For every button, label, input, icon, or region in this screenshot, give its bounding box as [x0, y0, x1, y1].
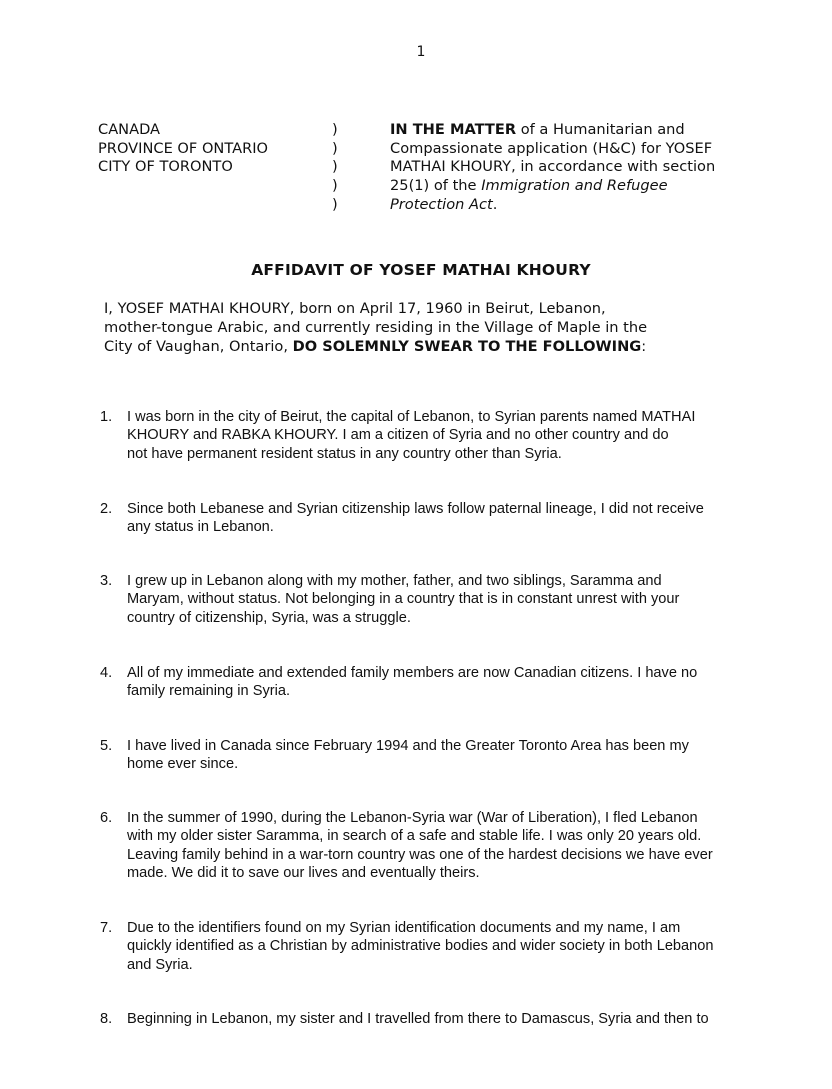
paragraph-line: All of my immediate and extended family members are now Canadian citizens. I have no	[127, 665, 698, 681]
paragraph-line: home ever since.	[127, 756, 239, 773]
paragraph-line: quickly identified as a Christian by administrative bodies and wider society in both Lebanon	[127, 938, 714, 955]
paragraph-text	[127, 1010, 709, 1028]
paren: )	[332, 158, 338, 176]
jurisdiction-city: CITY OF TORONTO	[98, 158, 233, 176]
act-name-part1: Immigration and Refugee	[481, 177, 668, 195]
paragraph-line: KHOURY and RABKA KHOURY. I am a citizen of Syria and no other country and do	[127, 427, 669, 444]
paragraph-text	[127, 500, 704, 537]
intro-line-2: mother-tongue Arabic, and currently residing in the Village of Maple in the	[104, 318, 648, 336]
matter-line-3: MATHAI KHOURY, in accordance with section	[390, 158, 716, 176]
jurisdiction-province: PROVINCE OF ONTARIO	[98, 139, 269, 157]
intro-paragraph	[104, 300, 647, 356]
paren: )	[332, 177, 338, 195]
paragraph-line: I was born in the city of Beirut, the capital of Lebanon, to Syrian parents named MATHAI	[127, 409, 696, 425]
paragraph-text	[127, 809, 713, 882]
intro-line-3-plain: City of Vaughan, Ontario,	[104, 337, 293, 355]
paragraph-text	[127, 664, 697, 701]
paragraph-line: made. We did it to save our lives and eventually theirs.	[127, 864, 480, 881]
paragraph-line: and Syria.	[127, 956, 193, 973]
paragraph-number: 4.	[100, 665, 113, 681]
jurisdiction-country: CANADA	[98, 121, 161, 138]
paragraph-line: country of citizenship, Syria, was a struggle.	[127, 609, 411, 626]
paragraph-number: 5.	[100, 738, 113, 754]
affidavit-title: AFFIDAVIT OF YOSEF MATHAI KHOURY	[251, 261, 591, 279]
matter-line-5	[390, 196, 715, 215]
paragraph-line: Maryam, without status. Not belonging in a country that is in constant unrest with your	[127, 591, 680, 608]
matter-line-4-plain: 25(1) of the	[390, 177, 482, 195]
jurisdiction-block	[98, 121, 268, 177]
paren: )	[332, 121, 338, 138]
paragraph-text	[127, 919, 714, 974]
parenthesis-column	[332, 121, 338, 215]
intro-line-1: I, YOSEF MATHAI KHOURY, born on April 17, 1960 in Beirut, Lebanon,	[104, 300, 606, 317]
paragraph-line: I grew up in Lebanon along with my mother, father, and two siblings, Saramma and	[127, 573, 662, 589]
paragraph-line: with my older sister Saramma, in search of a safe and stable life. I was only 20 years old.	[127, 828, 702, 845]
paragraph-line: Beginning in Lebanon, my sister and I travelled from there to Damascus, Syria and then to	[127, 1011, 709, 1027]
paragraph-line: I have lived in Canada since February 1994 and the Greater Toronto Area has been my	[127, 738, 689, 754]
paragraph-number: 1.	[100, 409, 113, 425]
paragraph-number: 8.	[100, 1011, 113, 1027]
paren: )	[332, 139, 338, 157]
intro-line-3	[104, 338, 647, 357]
paragraph-text	[127, 572, 679, 627]
page-number: 1	[416, 44, 426, 60]
paragraph-line: Leaving family behind in a war-torn country was one of the hardest decisions we have ever	[127, 846, 713, 863]
matter-lead: IN THE MATTER	[390, 121, 517, 138]
matter-line-1	[390, 121, 715, 140]
solemn-oath: DO SOLEMNLY SWEAR TO THE FOLLOWING	[292, 337, 642, 355]
paragraph-text	[127, 408, 695, 463]
paragraph-number: 3.	[100, 573, 113, 589]
paragraph-line: In the summer of 1990, during the Lebanon-Syria war (War of Liberation), I fled Lebanon	[127, 810, 698, 826]
paragraph-text	[127, 737, 689, 774]
matter-line-1-rest: of a Humanitarian and	[516, 121, 685, 138]
paragraph-number: 6.	[100, 810, 113, 826]
matter-line-4	[390, 177, 715, 196]
in-the-matter-block	[390, 121, 715, 215]
paragraph-line: not have permanent resident status in any country other than Syria.	[127, 445, 562, 462]
intro-line-3-end: :	[641, 337, 647, 355]
matter-line-2: Compassionate application (H&C) for YOSEF	[390, 139, 713, 157]
paren: )	[332, 195, 338, 213]
paragraph-line: family remaining in Syria.	[127, 683, 291, 700]
paragraph-line: any status in Lebanon.	[127, 519, 274, 536]
paragraph-line: Due to the identifiers found on my Syrian identification documents and my name, I am	[127, 920, 681, 936]
paragraph-line: Since both Lebanese and Syrian citizenship laws follow paternal lineage, I did not receive	[127, 501, 704, 517]
paragraph-number: 2.	[100, 501, 113, 517]
paragraph-number: 7.	[100, 920, 113, 936]
matter-line-5-end: .	[492, 195, 498, 213]
act-name-part2: Protection Act	[390, 195, 493, 213]
